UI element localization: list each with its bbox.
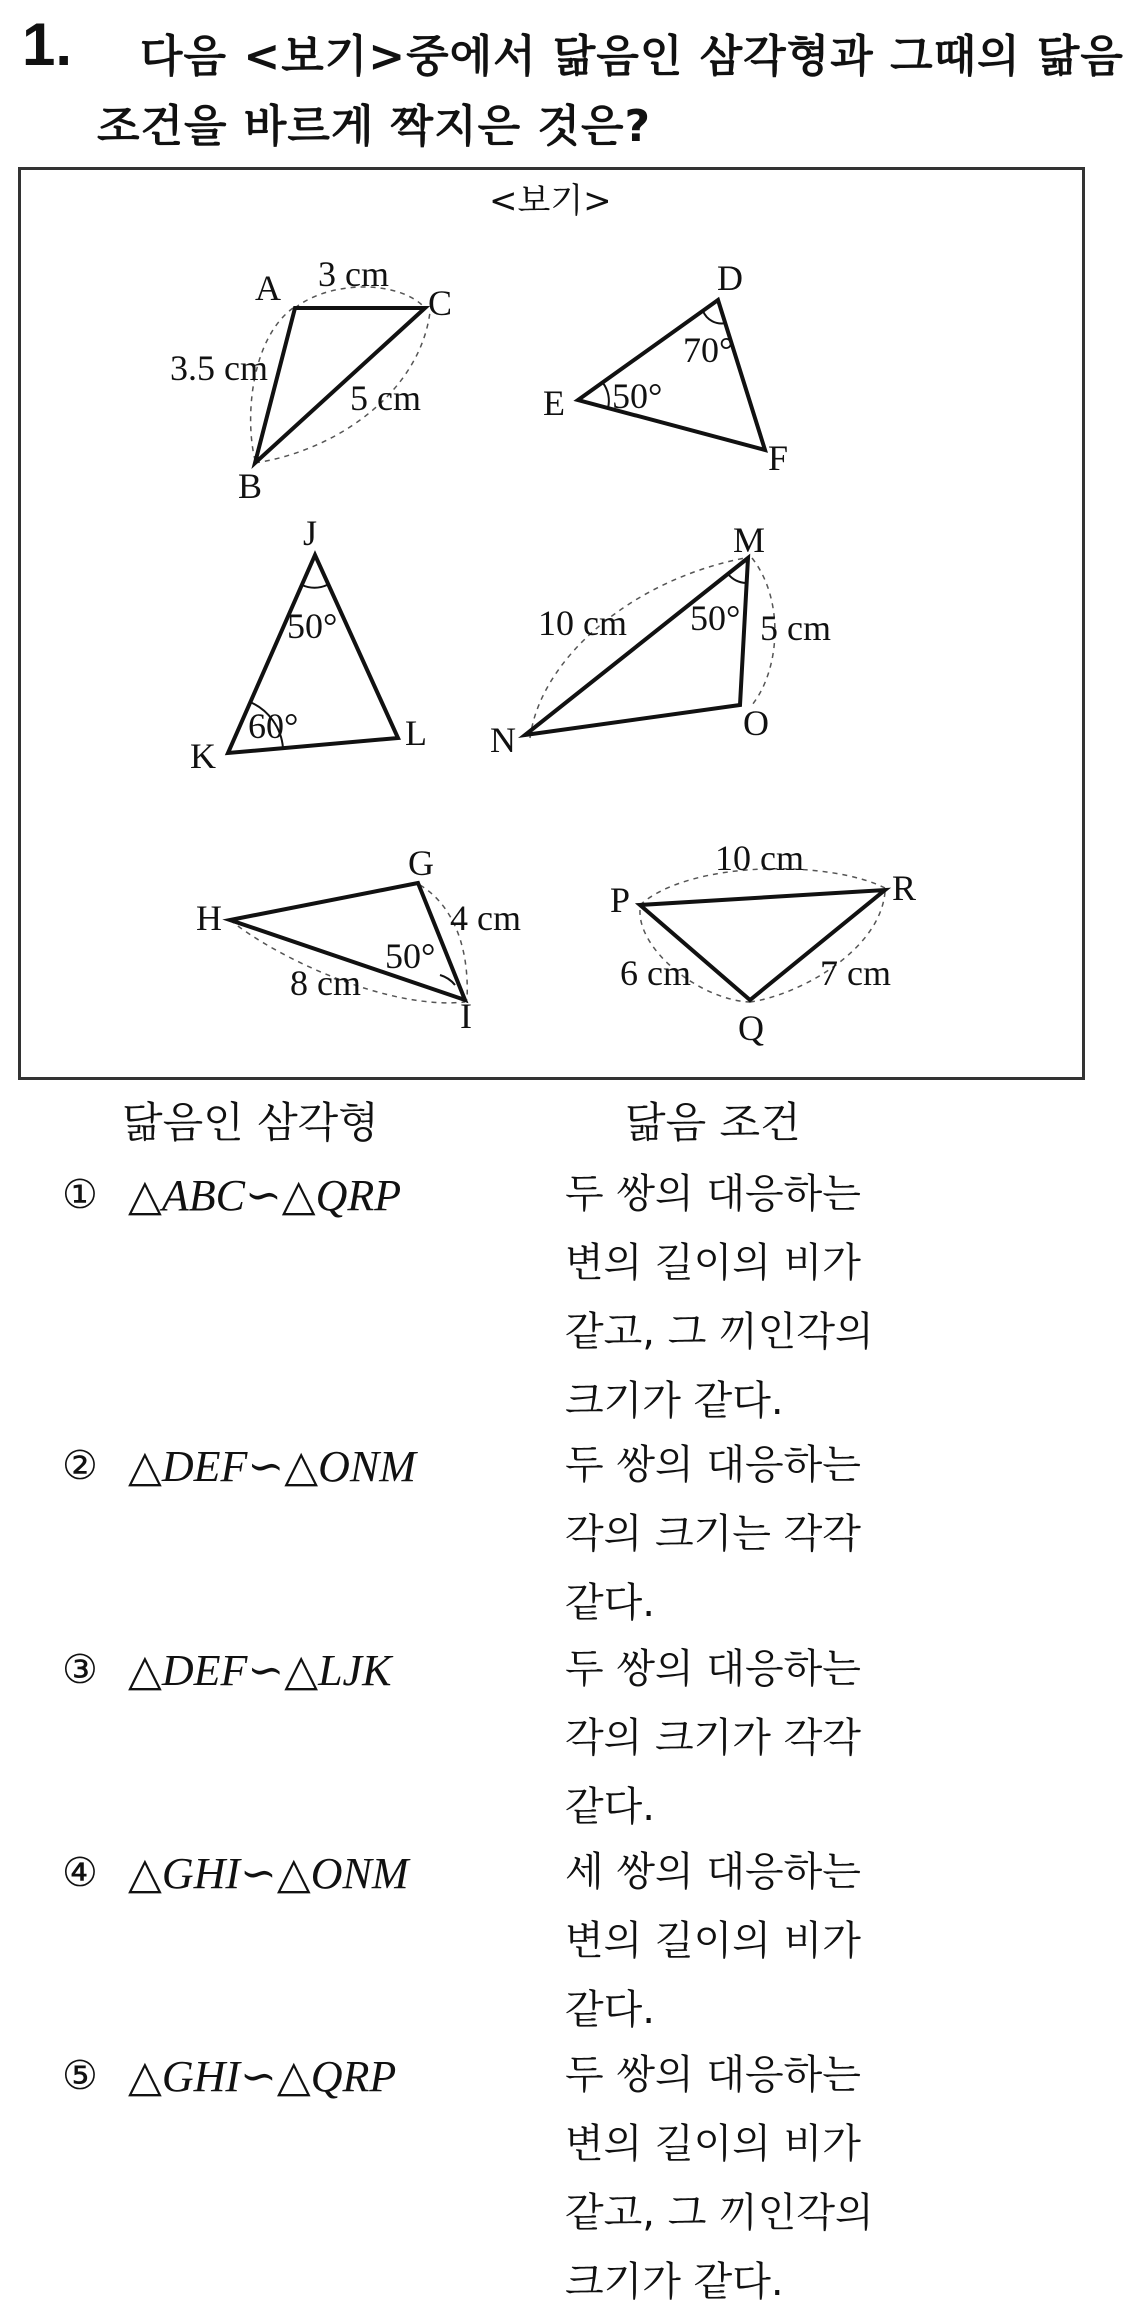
vertex-b: B bbox=[238, 466, 263, 506]
vertex-m: M bbox=[733, 520, 766, 560]
side-bc-label: 5 cm bbox=[350, 378, 421, 418]
triangle-mno-shape bbox=[525, 558, 748, 735]
option-4-pair: △GHI∽△ONM bbox=[128, 1849, 409, 1898]
bogi-title: <보기> bbox=[489, 181, 612, 221]
option-2-condition: 두 쌍의 대응하는 각의 크기는 각각 같다. bbox=[565, 1442, 861, 1626]
vertex-a: A bbox=[255, 268, 281, 308]
side-ab-label: 3.5 cm bbox=[170, 348, 268, 388]
angle-d-label: 70° bbox=[683, 330, 734, 370]
option-1-pair: △ABC∽△QRP bbox=[128, 1171, 402, 1220]
option-3-pair: △DEF∽△LJK bbox=[128, 1646, 392, 1695]
triangle-def-shape bbox=[578, 300, 765, 450]
angle-m-label: 50° bbox=[690, 598, 741, 638]
triangle-ghi bbox=[196, 843, 521, 1036]
triangle-jkl bbox=[190, 513, 427, 776]
header-similarity-condition: 닮음 조건 bbox=[625, 1098, 801, 1147]
option-5-condition: 두 쌍의 대응하는 변의 길이의 비가 같고, 그 끼인각의 크기가 같다. bbox=[565, 2052, 874, 2305]
vertex-d: D bbox=[717, 258, 743, 298]
angle-j-label: 50° bbox=[287, 606, 338, 646]
vertex-l: L bbox=[405, 713, 427, 753]
vertex-n: N bbox=[490, 720, 516, 760]
angle-e-arc bbox=[603, 383, 609, 408]
option-4-condition: 세 쌍의 대응하는 변의 길이의 비가 같다. bbox=[565, 1849, 861, 2033]
option-1-condition: 두 쌍의 대응하는 변의 길이의 비가 같고, 그 끼인각의 크기가 같다. bbox=[565, 1171, 874, 1424]
vertex-r: R bbox=[892, 868, 917, 908]
question-text-line2: 조건을 바르게 짝지은 것은? bbox=[97, 101, 652, 152]
angle-m-arc bbox=[728, 574, 746, 583]
vertex-p: P bbox=[610, 880, 631, 920]
triangle-abc bbox=[170, 254, 452, 506]
option-4-number: ④ bbox=[62, 1850, 98, 1896]
vertex-k: K bbox=[190, 736, 216, 776]
question-number: 1. bbox=[22, 11, 73, 78]
side-mo-label: 5 cm bbox=[760, 608, 831, 648]
angle-e-label: 50° bbox=[612, 376, 663, 416]
option-3-condition: 두 쌍의 대응하는 각의 크기가 각각 같다. bbox=[565, 1646, 861, 1830]
side-qr-label: 7 cm bbox=[820, 953, 891, 993]
vertex-c: C bbox=[428, 283, 453, 323]
angle-i-arc bbox=[440, 975, 455, 985]
vertex-h: H bbox=[196, 898, 222, 938]
vertex-e: E bbox=[543, 383, 565, 423]
side-hi-label: 8 cm bbox=[290, 963, 361, 1003]
side-mn-label: 10 cm bbox=[538, 603, 627, 643]
triangle-def bbox=[543, 258, 788, 478]
side-pq-label: 6 cm bbox=[620, 953, 691, 993]
side-pr-label: 10 cm bbox=[715, 838, 804, 878]
triangle-mno bbox=[490, 520, 831, 760]
vertex-o: O bbox=[743, 703, 769, 743]
option-2-number: ② bbox=[62, 1443, 98, 1489]
vertex-f: F bbox=[768, 438, 789, 478]
vertex-i: I bbox=[460, 996, 472, 1036]
option-5-number: ⑤ bbox=[62, 2053, 98, 2099]
triangle-pqr bbox=[610, 838, 916, 1048]
option-2-pair: △DEF∽△ONM bbox=[128, 1442, 416, 1491]
vertex-q: Q bbox=[738, 1008, 764, 1048]
vertex-j: J bbox=[303, 513, 318, 553]
angle-k-label: 60° bbox=[248, 706, 299, 746]
option-1-number: ① bbox=[62, 1172, 98, 1218]
side-ac-label: 3 cm bbox=[318, 254, 389, 294]
header-similar-triangles: 닮음인 삼각형 bbox=[122, 1098, 379, 1147]
angle-i-label: 50° bbox=[385, 936, 436, 976]
angle-j-arc bbox=[302, 585, 327, 588]
vertex-g: G bbox=[408, 843, 434, 883]
question-text-line1: 다음 <보기>중에서 닮음인 삼각형과 그때의 닮음 bbox=[140, 31, 1124, 82]
option-3-number: ③ bbox=[62, 1647, 98, 1693]
option-5-pair: △GHI∽△QRP bbox=[128, 2052, 397, 2101]
bogi-figures bbox=[0, 0, 1133, 1090]
side-gi-label: 4 cm bbox=[450, 898, 521, 938]
